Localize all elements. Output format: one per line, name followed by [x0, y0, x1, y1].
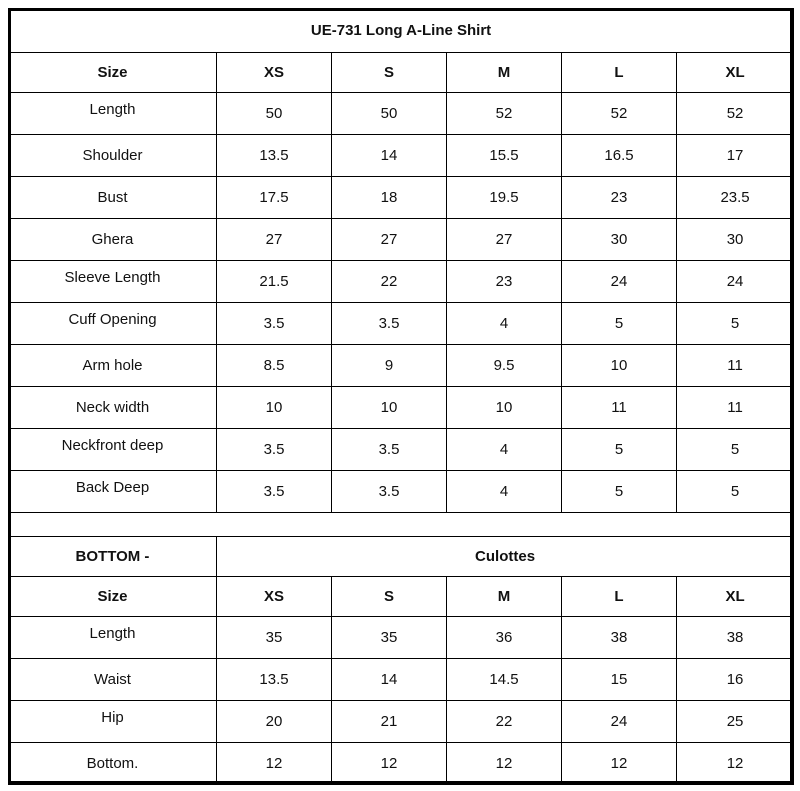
cell-value: 9	[332, 345, 447, 387]
cell-value: 17.5	[217, 177, 332, 219]
cell-value: 35	[332, 617, 447, 659]
cell-value: 38	[562, 617, 677, 659]
row-label-text: Length	[89, 625, 136, 642]
cell-value: 3.5	[332, 303, 447, 345]
cell-value: 12	[677, 743, 794, 785]
header-xl: XL	[677, 577, 794, 617]
cell-value: 36	[447, 617, 562, 659]
chart-title: UE-731 Long A-Line Shirt	[9, 9, 794, 53]
cell-value: 14.5	[447, 659, 562, 701]
cell-value: 10	[217, 387, 332, 429]
cell-value: 5	[677, 303, 794, 345]
row-label-text: Hip	[101, 709, 124, 726]
header-size: Size	[9, 53, 217, 93]
cell-value: 18	[332, 177, 447, 219]
cell-value: 5	[562, 303, 677, 345]
cell-value: 20	[217, 701, 332, 743]
cell-value: 4	[447, 303, 562, 345]
cell-value: 52	[447, 93, 562, 135]
cell-value: 27	[447, 219, 562, 261]
row-label: Arm hole	[9, 345, 217, 387]
cell-value: 35	[217, 617, 332, 659]
cell-value: 4	[447, 471, 562, 513]
cell-value: 52	[677, 93, 794, 135]
header-s: S	[332, 577, 447, 617]
cell-value: 22	[332, 261, 447, 303]
header-s: S	[332, 53, 447, 93]
cell-value: 5	[562, 429, 677, 471]
cell-value: 24	[562, 261, 677, 303]
cell-value: 19.5	[447, 177, 562, 219]
cell-value: 3.5	[217, 303, 332, 345]
cell-value: 23.5	[677, 177, 794, 219]
cell-value: 52	[562, 93, 677, 135]
cell-value: 10	[332, 387, 447, 429]
cell-value: 8.5	[217, 345, 332, 387]
header-xl: XL	[677, 53, 794, 93]
bottom-section-label: BOTTOM -	[9, 537, 217, 577]
cell-value: 23	[562, 177, 677, 219]
cell-value: 30	[562, 219, 677, 261]
cell-value: 24	[677, 261, 794, 303]
row-label-text: Cuff Opening	[68, 311, 157, 328]
cell-value: 16.5	[562, 135, 677, 177]
cell-value: 12	[447, 743, 562, 785]
cell-value: 11	[677, 345, 794, 387]
cell-value: 15.5	[447, 135, 562, 177]
header-size: Size	[9, 577, 217, 617]
cell-value: 3.5	[217, 471, 332, 513]
row-label: Neck width	[9, 387, 217, 429]
header-l: L	[562, 577, 677, 617]
row-label-text: Sleeve Length	[64, 269, 161, 286]
cell-value: 50	[217, 93, 332, 135]
cell-value: 10	[447, 387, 562, 429]
outer-border	[8, 8, 793, 784]
row-label: Ghera	[9, 219, 217, 261]
cell-value: 21.5	[217, 261, 332, 303]
row-label: Shoulder	[9, 135, 217, 177]
cell-value: 27	[332, 219, 447, 261]
cell-value: 13.5	[217, 659, 332, 701]
cell-value: 11	[562, 387, 677, 429]
row-label-text: Length	[89, 101, 136, 118]
header-xs: XS	[217, 53, 332, 93]
cell-value: 17	[677, 135, 794, 177]
cell-value: 11	[677, 387, 794, 429]
cell-value: 12	[332, 743, 447, 785]
cell-value: 30	[677, 219, 794, 261]
cell-value: 38	[677, 617, 794, 659]
cell-value: 14	[332, 659, 447, 701]
cell-value: 14	[332, 135, 447, 177]
header-l: L	[562, 53, 677, 93]
row-label-text: Neckfront deep	[61, 437, 164, 454]
header-xs: XS	[217, 577, 332, 617]
cell-value: 15	[562, 659, 677, 701]
cell-value: 12	[217, 743, 332, 785]
header-m: M	[447, 577, 562, 617]
cell-value: 4	[447, 429, 562, 471]
row-label: Waist	[9, 659, 217, 701]
cell-value: 27	[217, 219, 332, 261]
cell-value: 21	[332, 701, 447, 743]
cell-value: 10	[562, 345, 677, 387]
cell-value: 16	[677, 659, 794, 701]
cell-value: 5	[677, 429, 794, 471]
header-m: M	[447, 53, 562, 93]
cell-value: 5	[562, 471, 677, 513]
cell-value: 13.5	[217, 135, 332, 177]
cell-value: 3.5	[217, 429, 332, 471]
cell-value: 50	[332, 93, 447, 135]
cell-value: 3.5	[332, 429, 447, 471]
cell-value: 22	[447, 701, 562, 743]
cell-value: 12	[562, 743, 677, 785]
cell-value: 23	[447, 261, 562, 303]
cell-value: 24	[562, 701, 677, 743]
row-label-text: Back Deep	[75, 479, 150, 496]
cell-value: 3.5	[332, 471, 447, 513]
row-label: Bust	[9, 177, 217, 219]
cell-value: 5	[677, 471, 794, 513]
row-label: Bottom.	[9, 743, 217, 785]
cell-value: 25	[677, 701, 794, 743]
cell-value: 9.5	[447, 345, 562, 387]
bottom-section-title: Culottes	[217, 537, 794, 577]
